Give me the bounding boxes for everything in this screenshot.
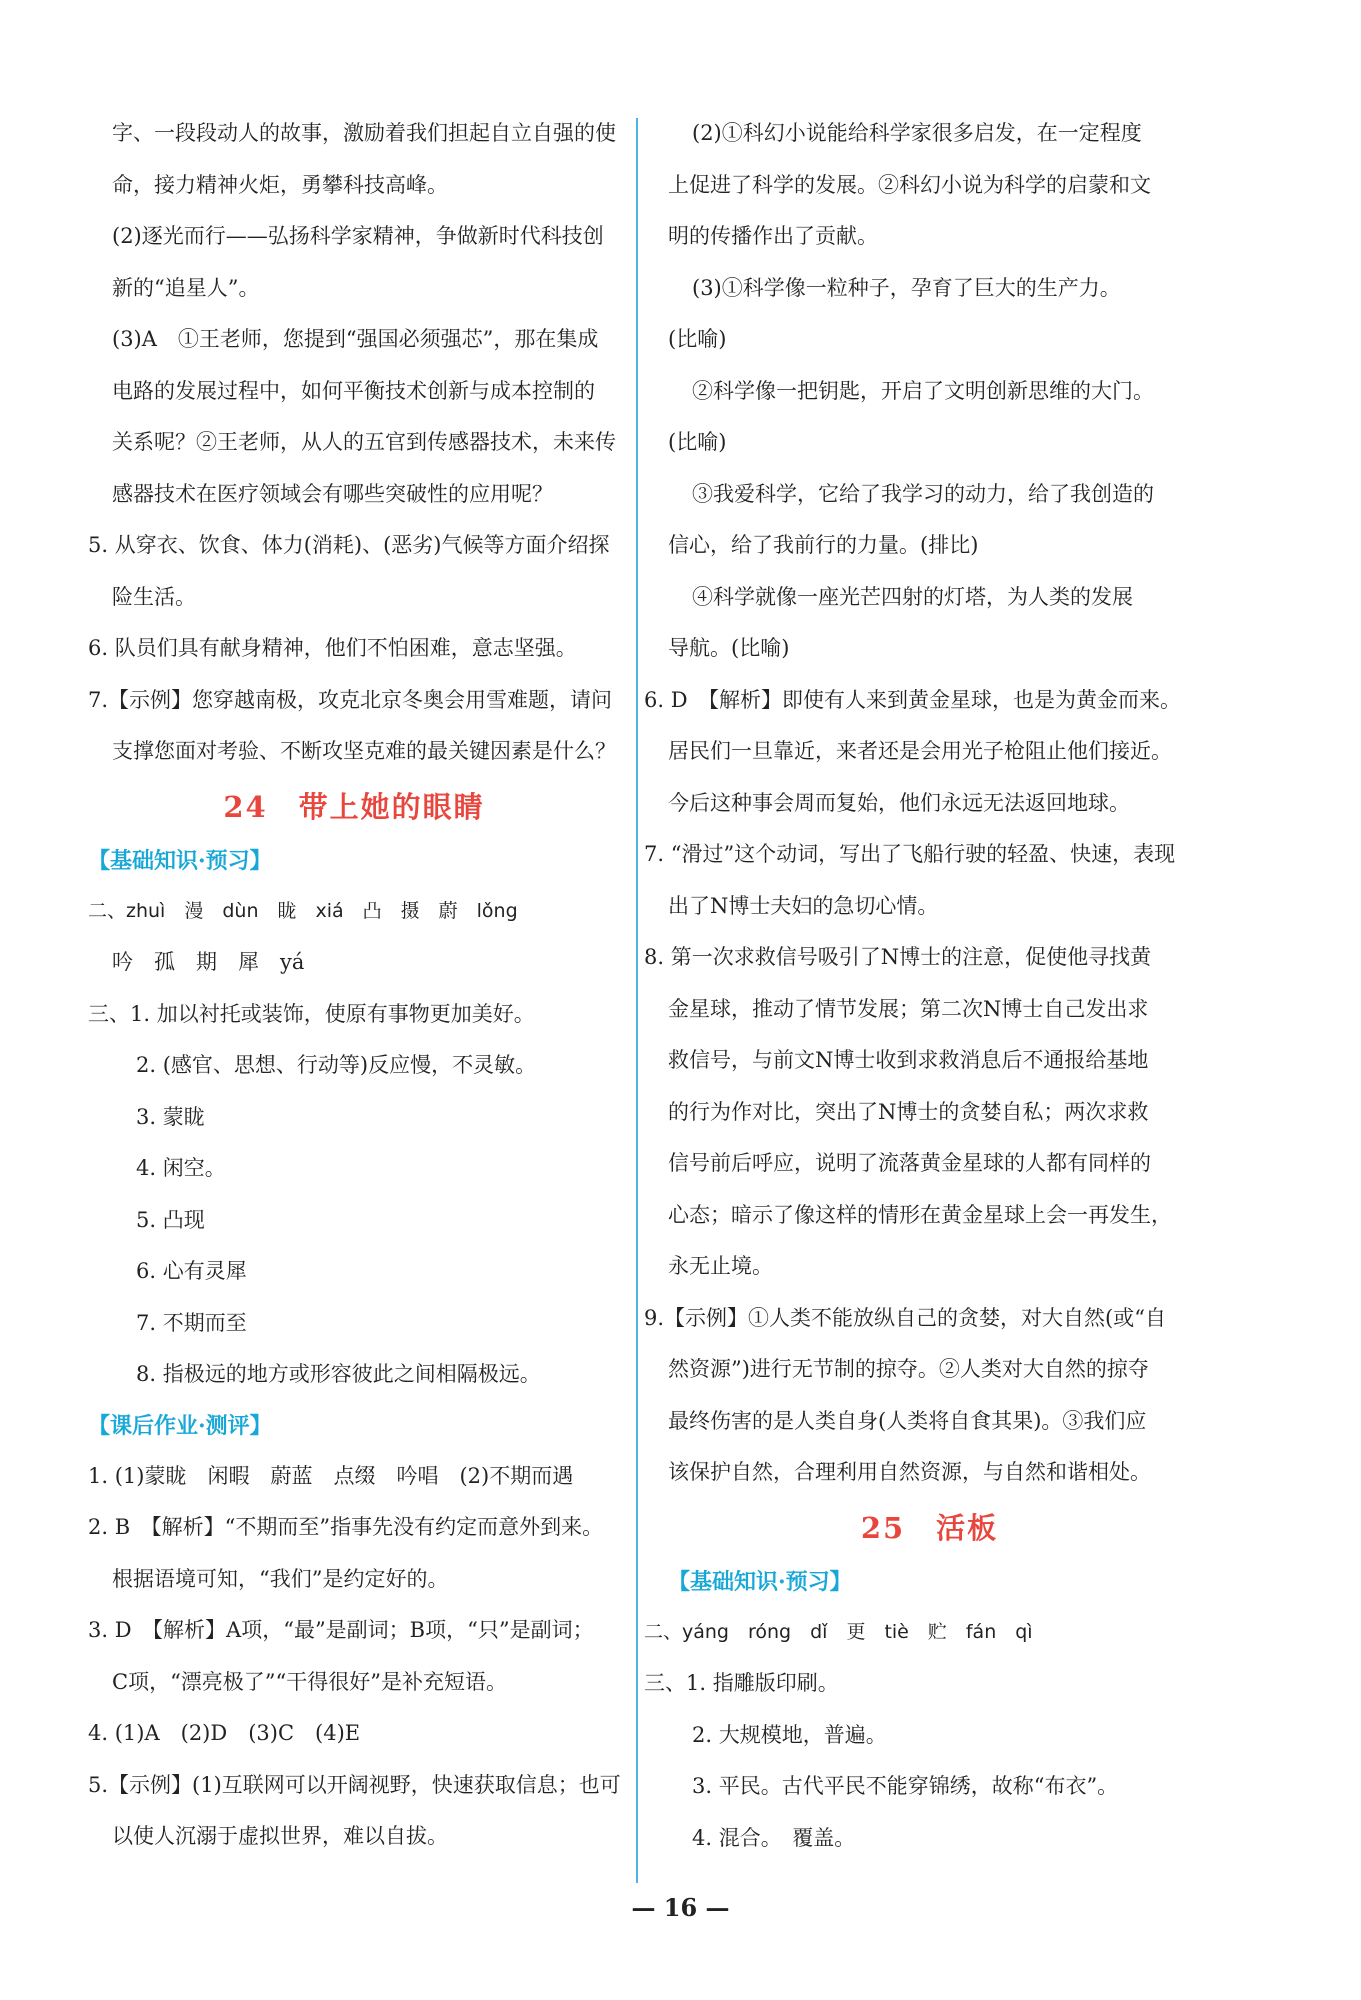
- column-divider: [636, 118, 638, 1883]
- text-line: 7. “滑过”这个动词，写出了飞船行驶的轻盈、快速，表现: [644, 842, 1176, 866]
- right-column: [644, 108, 1191, 1864]
- text-line: 5.【示例】(1)互联网可以开阔视野，快速获取信息；也可: [88, 1772, 621, 1797]
- text-line: 5. 凸现: [136, 1207, 205, 1232]
- lesson-title: 25 活板: [860, 1510, 999, 1545]
- text-line: (3)A ①王老师，您提到“强国必须强芯”，那在集成: [112, 327, 599, 351]
- text-line: 关系呢？②王老师，从人的五官到传感器技术，未来传: [112, 430, 616, 454]
- page-number: — 16 —: [631, 1893, 730, 1922]
- text-line: (2)逐光而行——弘扬科学家精神，争做新时代科技创: [112, 224, 604, 248]
- text-line: 根据语境可知，“我们”是约定好的。: [112, 1566, 449, 1591]
- text-line: (3)①科学像一粒种子，孕育了巨大的生产力。: [692, 275, 1121, 300]
- text-line: 命，接力精神火炬，勇攀科技高峰。: [112, 172, 448, 197]
- text-line: 字、一段段动人的故事，激励着我们担起自立自强的使: [112, 121, 616, 145]
- text-line: 三、1. 加以衬托或装饰，使原有事物更加美好。: [88, 1001, 535, 1026]
- text-line: 8. 指极远的地方或形容彼此之间相隔极远。: [136, 1362, 541, 1386]
- text-line: 2. (感官、思想、行动等)反应慢，不灵敏。: [136, 1053, 537, 1077]
- text-line: 信号前后呼应，说明了流落黄金星球的人都有同样的: [668, 1151, 1151, 1175]
- text-line: 今后这种事会周而复始，他们永远无法返回地球。: [668, 790, 1130, 815]
- text-line: 6. 心有灵犀: [136, 1259, 247, 1283]
- text-line: 6. D 【解析】即使有人来到黄金星球，也是为黄金而来。: [644, 687, 1182, 712]
- section-heading: 【基础知识·预习】: [88, 847, 272, 874]
- text-line: 5. 从穿衣、饮食、体力(消耗)、(恶劣)气候等方面介绍探: [88, 533, 610, 557]
- text-line: 出了N博士夫妇的急切心情。: [668, 893, 939, 918]
- text-line: 3. 平民。古代平民不能穿锦绣，故称“布衣”。: [692, 1774, 1119, 1798]
- text-line: 明的传播作出了贡献。: [668, 224, 878, 248]
- section-heading: 【基础知识·预习】: [668, 1568, 852, 1595]
- text-line: 居民们一旦靠近，来者还是会用光子枪阻止他们接近。: [668, 739, 1172, 763]
- text-line: 吟 孤 期 犀 yá: [112, 950, 305, 974]
- text-line: 感器技术在医疗领域会有哪些突破性的应用呢？: [112, 481, 553, 506]
- text-line: ④科学就像一座光芒四射的灯塔，为人类的发展: [692, 584, 1133, 609]
- text-line: ②科学像一把钥匙，开启了文明创新思维的大门。: [692, 378, 1154, 403]
- text-line: 救信号，与前文N博士收到求救消息后不通报给基地: [668, 1048, 1149, 1072]
- text-line: 以使人沉溺于虚拟世界，难以自拔。: [112, 1824, 448, 1848]
- section-heading: 【课后作业·测评】: [88, 1412, 272, 1439]
- text-line: ③我爱科学，它给了我学习的动力，给了我创造的: [692, 481, 1154, 506]
- lesson-title: 24 带上她的眼睛: [223, 789, 485, 824]
- text-line: 金星球，推动了情节发展；第二次N博士自己发出求: [668, 996, 1149, 1021]
- text-line: (2)①科幻小说能给科学家很多启发，在一定程度: [692, 121, 1142, 145]
- text-line: 8. 第一次求救信号吸引了N博士的注意，促使他寻找黄: [644, 945, 1152, 969]
- text-line: 1. (1)蒙眬 闲暇 蔚蓝 点缀 吟唱 (2)不期而遇: [88, 1463, 574, 1488]
- text-line: 心态；暗示了像这样的情形在黄金星球上会一再发生，: [668, 1202, 1172, 1227]
- text-line: 险生活。: [112, 584, 196, 609]
- text-line: C项，“漂亮极了”“干得很好”是补充短语。: [112, 1669, 508, 1694]
- pinyin-line: 二、zhuì 漫 dùn 眬 xiá 凸 摄 蔚 lǒng: [88, 899, 518, 922]
- pinyin-line: 二、yáng róng dǐ 更 tiè 贮 fán qì: [644, 1620, 1033, 1643]
- text-line: 该保护自然，合理利用自然资源，与自然和谐相处。: [668, 1460, 1151, 1484]
- text-line: 上促进了科学的发展。②科幻小说为科学的启蒙和文: [668, 172, 1151, 197]
- text-line: 新的“追星人”。: [112, 275, 260, 300]
- text-line: 信心，给了我前行的力量。(排比): [668, 533, 979, 557]
- text-line: 7. 不期而至: [136, 1310, 247, 1335]
- text-line: 永无止境。: [668, 1254, 773, 1278]
- text-line: 的行为作对比，突出了N博士的贪婪自私；两次求救: [668, 1099, 1149, 1124]
- text-line: 4. 混合。 覆盖。: [692, 1825, 856, 1850]
- text-line: 电路的发展过程中，如何平衡技术创新与成本控制的: [112, 378, 595, 403]
- text-line: 导航。(比喻): [668, 636, 790, 660]
- text-line: (比喻): [668, 430, 727, 454]
- text-line: 4. 闲空。: [136, 1156, 226, 1180]
- text-line: 2. B 【解析】“不期而至”指事先没有约定而意外到来。: [88, 1515, 604, 1539]
- text-line: 3. 蒙眬: [136, 1104, 205, 1129]
- text-line: 然资源”)进行无节制的掠夺。②人类对大自然的掠夺: [668, 1357, 1149, 1381]
- text-line: 2. 大规模地，普遍。: [692, 1722, 887, 1747]
- text-line: 6. 队员们具有献身精神，他们不怕困难，意志坚强。: [88, 636, 577, 660]
- text-line: 9.【示例】①人类不能放纵自己的贪婪，对大自然(或“自: [644, 1305, 1166, 1330]
- text-line: 支撑您面对考验、不断攻坚克难的最关键因素是什么？: [112, 739, 616, 763]
- text-line: 3. D 【解析】A项，“最”是副词；B项，“只”是副词；: [88, 1618, 594, 1642]
- text-line: 最终伤害的是人类自身(人类将自食其果)。③我们应: [668, 1408, 1147, 1433]
- text-line: (比喻): [668, 327, 727, 351]
- text-line: 三、1. 指雕版印刷。: [644, 1671, 839, 1695]
- left-column: [88, 108, 620, 1863]
- text-line: 7.【示例】您穿越南极，攻克北京冬奥会用雪难题，请问: [88, 687, 613, 712]
- text-line: 4. (1)A (2)D (3)C (4)E: [88, 1721, 361, 1745]
